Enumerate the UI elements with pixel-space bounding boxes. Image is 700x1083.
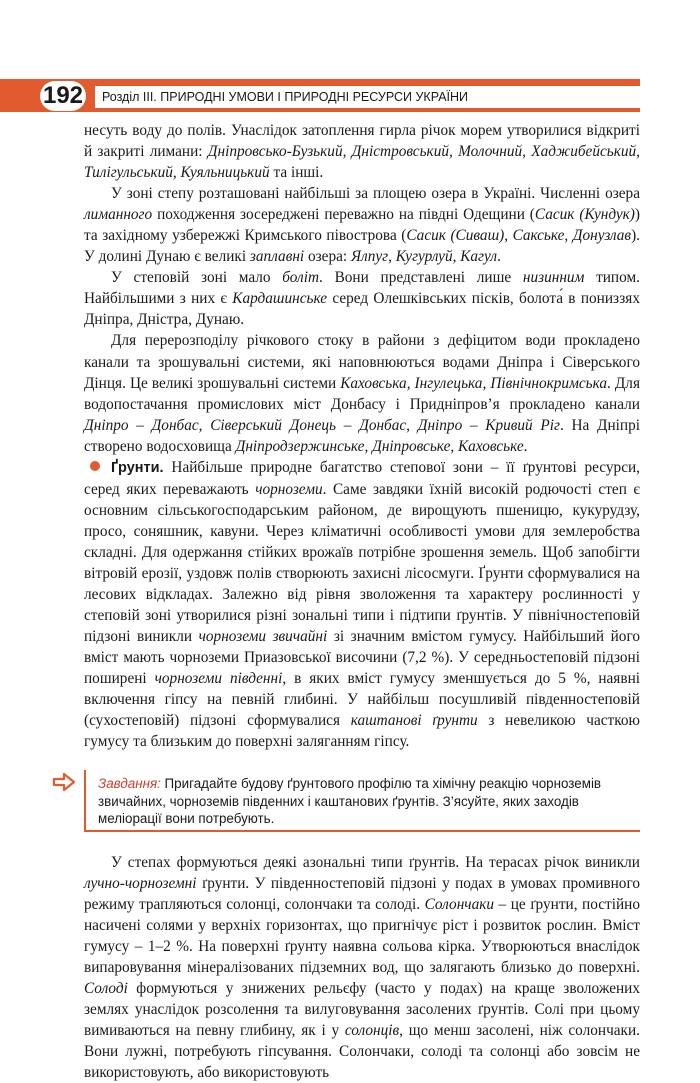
- task-label: Завдання:: [98, 776, 161, 792]
- paragraph-estuaries: несуть воду до полів. Унаслідок затоплення гирла річок морем утворилися відкриті й закриті лимани: Дніпровсько-Бузький, Дністровський, Молочний, Хаджибейський, Тилігульський, Куяльницький та інші.: [84, 122, 640, 182]
- task-underline: [86, 830, 640, 832]
- soils-heading: Ґрунти.: [111, 459, 164, 476]
- bullet-icon: [90, 461, 100, 471]
- page-number: 192: [40, 81, 86, 111]
- section-title: Розділ ІІІ. ПРИРОДНІ УМОВИ І ПРИРОДНІ РЕСУРСИ УКРАЇНИ: [102, 90, 469, 104]
- paragraph-swamps: У степовій зоні мало боліт. Вони представлені лише низинним типом. Найбільшими з них є Кардашинське серед Олешківських пісків, болота́ в пониззях Дніпра, Дністра, Дунаю.: [84, 269, 640, 329]
- paragraph-canals: Для перерозподілу річкового стоку в райони з дефіцитом води прокладено канали та зрошувальні системи, які наповнюються водами Дніпра і Сіверського Дінця. Це великі зрошувальні системи Каховська, Інгулецька, Північнокримська. Для водопостачання промислових міст Донбасу і Придніпров’я прокладено канали Дніпро – Донбас, Сіверський Донець – Донбас, Дніпро – Кривий Ріг. На Дніпрі створено водосховища Дніпродзержинське, Дніпровське, Каховське.: [84, 332, 640, 455]
- paragraph-soils: Ґрунти. Найбільше природне багатство степової зони – її ґрунтові ресурси, серед яких переважають чорноземи. Саме завдяки їхній високій родючості степ є основним сільськогосподарським районом, де вирощують пшеницю, кукурудзу, просо, соняшник, кавуни. Через кліматичні особливості умови для землеробства складні. Для одержання стійких врожаїв потрібне зрошення земель. Щоб запобігти вітровій ерозії, уздовж полів створюють захисні лісосмуги. Ґрунти сформувалися на лесових відкладах. Залежно від рівня зволоження та характеру рослинності у степовій зоні утворилися різні зональні типи і підтипи ґрунтів. У північностеповій підзоні виникли чорноземи звичайні зі значним вмістом гумусу. Найбільший його вміст мають чорноземи Приазовської височини (7,2 %). У середньостеповій підзоні поширені чорноземи південні, в яких вміст гумусу зменшується до 5 %, наявні включення гіпсу на певній глибині. У найбільш посушливій південностеповій (сухостеповій) підзоні сформувалися каштанові ґрунти з невеликою часткою гумусу та близьким до поверхні заляганням гіпсу.: [84, 458, 641, 751]
- paragraph-lakes: У зоні степу розташовані найбільші за площею озера в Україні. Численні озера лиманного походження зосереджені переважно на півдні Одещини (Сасик (Кундук)) та західному узбережжі Кримського півострова (Сасик (Сиваш), Сакське, Донузлав). У долині Дунаю є великі заплавні озера: Ялпуг, Кугурлуй, Кагул.: [84, 185, 641, 266]
- paragraph-azonal-soils: У степах формуються деякі азональні типи ґрунтів. На терасах річок виникли лучно-чорноземні ґрунти. У південностеповій підзоні у подах в умовах промивного режиму трапляються солонці, солончаки та солоді. Солончаки – це ґрунти, постійно насичені солями у верхніх горизонтах, що пригнічує ріст і розвиток рослин. Вміст гумусу – 1–2 %. На поверхні ґрунту наявна сольова кірка. Утворюються внаслідок випаровування мінералізованих підземних вод, що залягають близько до поверхні. Солоді формуються у знижених рельєфу (часто у подах) на краще зволожених землях унаслідок розсолення та вилуговування засолених ґрунтів. Солі при цьому вимиваються на певну глибину, як і у солонців, що менш засолені, ніж солончаки. Вони лужні, потребують гіпсування. Солончаки, солоді та солонці або зовсім не використовують, або використовують: [84, 853, 641, 1082]
- arrow-right-icon: [52, 772, 76, 792]
- task-box: [84, 770, 640, 832]
- page-body: [84, 120, 640, 1083]
- task-text: Пригадайте будову ґрунтового профілю та хімічну реакцію чорноземів звичайних, чорноземів південних і каштанових ґрунтів. З’ясуйте, яких заходів меліорації вони потребують.: [98, 776, 602, 827]
